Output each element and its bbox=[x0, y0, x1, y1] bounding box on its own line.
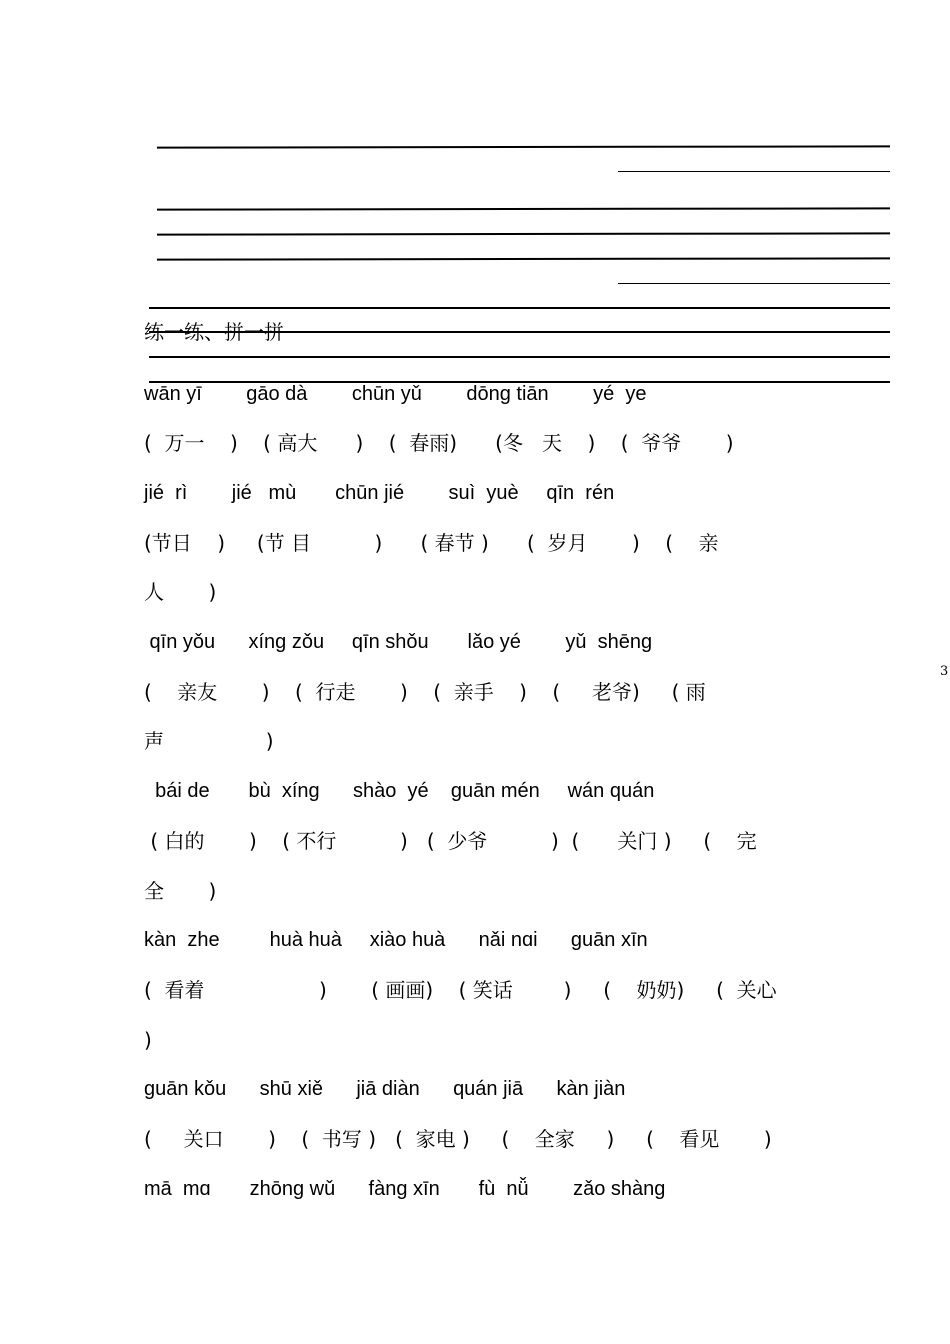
hanzi-line: ( 看着 ) ( 画画) ( 笑话 ) ( 奶奶) ( 关心 bbox=[144, 978, 777, 1002]
hanzi-line: ) bbox=[144, 1028, 152, 1052]
writing-rule bbox=[618, 283, 890, 284]
writing-rule bbox=[149, 307, 890, 309]
hanzi-line: 人 ) bbox=[144, 580, 217, 604]
writing-rule bbox=[157, 257, 890, 260]
hanzi-line: ( 万一 ) ( 高大 ) ( 春雨) (冬 天 ) ( 爷爷 ) bbox=[144, 431, 734, 455]
writing-rule bbox=[149, 356, 890, 358]
writing-rule bbox=[157, 207, 890, 210]
pinyin-line: jié rì jié mù chūn jié suì yuè qīn rén bbox=[144, 482, 615, 504]
writing-rule bbox=[157, 232, 890, 235]
pinyin-line: kàn zhe huà huà xiào huà nǎi nɑi ɡuān xīn bbox=[144, 929, 648, 951]
section-title: 练一练、拼一拼 bbox=[144, 320, 284, 344]
hanzi-line: 声 ) bbox=[144, 729, 274, 753]
writing-rule bbox=[618, 171, 890, 172]
pinyin-line: qīn yǒu xínɡ zǒu qīn shǒu lǎo yé yǔ shēnɡ bbox=[144, 631, 653, 653]
writing-rule bbox=[157, 145, 890, 148]
pinyin-line: wān yī ɡāo dà chūn yǔ dōnɡ tiān yé ye bbox=[144, 383, 647, 405]
pinyin-line: bái de bù xínɡ shào yé ɡuān mén wán quán bbox=[144, 780, 655, 802]
pinyin-line: mā mɑ zhōnɡ wǔ fànɡ xīn fù nǚ zǎo shànɡ bbox=[144, 1178, 666, 1200]
hanzi-line: 全 ) bbox=[144, 879, 217, 903]
hanzi-line: ( 白的 ) ( 不行 ) ( 少爷 ) ( 关门 ) ( 完 bbox=[144, 829, 757, 853]
hanzi-line: ( 关口 ) ( 书写 ) ( 家电 ) ( 全家 ) ( 看见 ) bbox=[144, 1127, 772, 1151]
pinyin-line: ɡuān kǒu shū xiě jiā diàn quán jiā kàn jiàn bbox=[144, 1078, 626, 1100]
hanzi-line: ( 亲友 ) ( 行走 ) ( 亲手 ) ( 老爷) ( 雨 bbox=[144, 680, 706, 704]
hanzi-line: (节日 ) (节 目 ) ( 春节 ) ( 岁月 ) ( 亲 bbox=[144, 531, 719, 555]
page-number: 3 bbox=[940, 664, 949, 679]
